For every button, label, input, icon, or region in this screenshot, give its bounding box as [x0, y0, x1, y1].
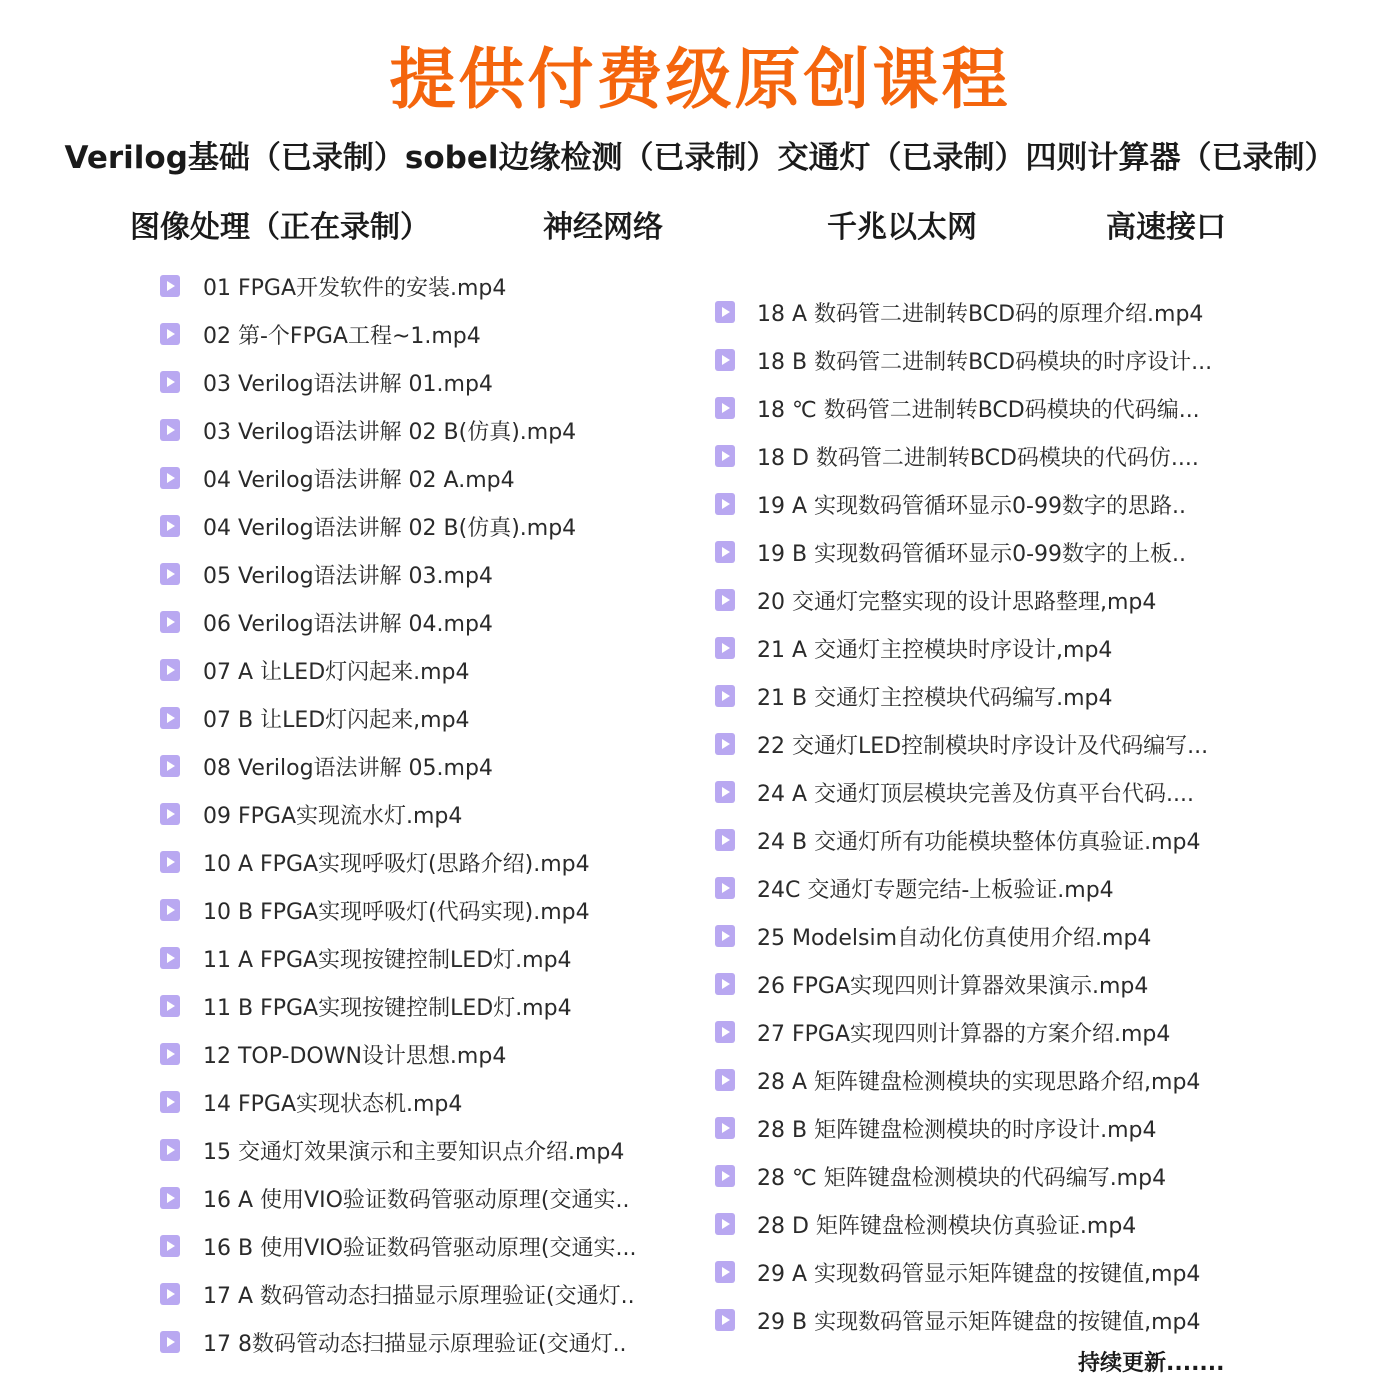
video-file-icon	[160, 1235, 180, 1257]
file-list-item[interactable]	[715, 1152, 1255, 1200]
file-list-item[interactable]	[160, 1126, 680, 1174]
video-file-icon	[715, 973, 735, 995]
file-name: 09 FPGA实现流水灯.mp4	[203, 803, 463, 829]
file-list-item[interactable]	[715, 912, 1255, 960]
topic-image-processing: 图像处理（正在录制）	[130, 210, 430, 245]
file-list-item[interactable]	[715, 480, 1255, 528]
video-file-icon	[715, 1117, 735, 1139]
file-list-item[interactable]	[160, 1078, 680, 1126]
file-list-item[interactable]	[160, 598, 680, 646]
video-file-icon	[715, 349, 735, 371]
video-file-icon	[160, 371, 180, 393]
video-file-icon	[160, 1043, 180, 1065]
file-name: 19 A 实现数码管循环显示0-99数字的思路..	[757, 493, 1186, 519]
file-name: 11 A FPGA实现按键控制LED灯.mp4	[203, 947, 572, 973]
page-title: 提供付费级原创课程	[389, 41, 1011, 118]
file-name: 18 A 数码管二进制转BCD码的原理介绍.mp4	[757, 301, 1204, 327]
file-name: 19 B 实现数码管循环显示0-99数字的上板..	[757, 541, 1186, 567]
file-name: 06 Verilog语法讲解 04.mp4	[203, 611, 493, 637]
video-file-icon	[715, 1261, 735, 1283]
file-name: 11 B FPGA实现按键控制LED灯.mp4	[203, 995, 572, 1021]
video-file-icon	[715, 925, 735, 947]
file-list-item[interactable]	[715, 1248, 1255, 1296]
file-name: 10 A FPGA实现呼吸灯(思路介绍).mp4	[203, 851, 590, 877]
file-list-item[interactable]	[715, 816, 1255, 864]
file-list-item[interactable]	[160, 934, 680, 982]
file-list-item[interactable]	[160, 550, 680, 598]
file-list-item[interactable]	[160, 646, 680, 694]
video-file-icon	[715, 1069, 735, 1091]
file-name: 24 B 交通灯所有功能模块整体仿真验证.mp4	[757, 829, 1201, 855]
video-file-icon	[715, 829, 735, 851]
file-list-item[interactable]	[160, 406, 680, 454]
video-file-icon	[160, 995, 180, 1017]
file-name: 03 Verilog语法讲解 01.mp4	[203, 371, 493, 397]
video-file-icon	[715, 541, 735, 563]
file-name: 04 Verilog语法讲解 02 A.mp4	[203, 467, 515, 493]
video-file-icon	[160, 947, 180, 969]
video-file-icon	[160, 803, 180, 825]
topic-neural-network: 神经网络	[543, 210, 663, 245]
file-name: 17 A 数码管动态扫描显示原理验证(交通灯..	[203, 1283, 635, 1309]
file-list-item[interactable]	[160, 742, 680, 790]
file-list-item[interactable]	[715, 1056, 1255, 1104]
file-name: 18 D 数码管二进制转BCD码模块的代码仿....	[757, 445, 1199, 471]
video-file-icon	[715, 1165, 735, 1187]
video-file-icon	[160, 851, 180, 873]
video-file-icon	[160, 1139, 180, 1161]
video-file-icon	[715, 445, 735, 467]
file-name: 27 FPGA实现四则计算器的方案介绍.mp4	[757, 1021, 1171, 1047]
video-file-icon	[160, 1187, 180, 1209]
video-file-icon	[715, 637, 735, 659]
file-name: 15 交通灯效果演示和主要知识点介绍.mp4	[203, 1139, 625, 1165]
file-list-item[interactable]	[715, 1200, 1255, 1248]
file-name: 16 A 使用VIO验证数码管驱动原理(交通实..	[203, 1187, 630, 1213]
file-list-item[interactable]	[160, 886, 680, 934]
file-list-item[interactable]	[715, 576, 1255, 624]
video-file-icon	[715, 781, 735, 803]
file-list-item[interactable]	[715, 1008, 1255, 1056]
file-name: 10 B FPGA实现呼吸灯(代码实现).mp4	[203, 899, 590, 925]
video-file-icon	[160, 1331, 180, 1353]
file-list-item[interactable]	[160, 1222, 680, 1270]
recorded-courses-line: Verilog基础（已录制）sobel边缘检测（已录制）交通灯（已录制）四则计算器（已录制）	[64, 140, 1336, 176]
file-list-item[interactable]	[160, 982, 680, 1030]
file-list-item[interactable]	[715, 288, 1255, 336]
file-name: 18 B 数码管二进制转BCD码模块的时序设计...	[757, 349, 1213, 375]
file-name: 04 Verilog语法讲解 02 B(仿真).mp4	[203, 515, 577, 541]
file-list-item[interactable]	[715, 1296, 1255, 1344]
file-name: 24C 交通灯专题完结-上板验证.mp4	[757, 877, 1114, 903]
video-file-icon	[715, 589, 735, 611]
file-name: 24 A 交通灯顶层模块完善及仿真平台代码....	[757, 781, 1195, 807]
video-file-icon	[160, 323, 180, 345]
video-file-icon	[160, 563, 180, 585]
file-name: 07 A 让LED灯闪起来.mp4	[203, 659, 470, 685]
file-name: 20 交通灯完整实现的设计思路整理,mp4	[757, 589, 1157, 615]
topic-gigabit-ethernet: 千兆以太网	[827, 210, 977, 245]
file-name: 28 ℃ 矩阵键盘检测模块的代码编写.mp4	[757, 1165, 1167, 1191]
left-file-list	[160, 262, 680, 1366]
video-file-icon	[160, 419, 180, 441]
topic-high-speed-interface: 高速接口	[1106, 210, 1226, 245]
file-list-item[interactable]	[160, 1318, 680, 1366]
file-list-item[interactable]	[715, 864, 1255, 912]
file-name: 03 Verilog语法讲解 02 B(仿真).mp4	[203, 419, 577, 445]
file-list-item[interactable]	[715, 720, 1255, 768]
file-list-item[interactable]	[160, 358, 680, 406]
file-name: 17 8数码管动态扫描显示原理验证(交通灯..	[203, 1331, 627, 1357]
video-file-icon	[160, 515, 180, 537]
video-file-icon	[160, 659, 180, 681]
video-file-icon	[715, 877, 735, 899]
file-name: 12 TOP-DOWN设计思想.mp4	[203, 1043, 507, 1069]
file-name: 14 FPGA实现状态机.mp4	[203, 1091, 463, 1117]
file-name: 16 B 使用VIO验证数码管驱动原理(交通实...	[203, 1235, 637, 1261]
file-list-item[interactable]	[160, 694, 680, 742]
continuing-updates-note: 持续更新.......	[1078, 1351, 1225, 1376]
video-file-icon	[715, 1213, 735, 1235]
file-name: 26 FPGA实现四则计算器效果演示.mp4	[757, 973, 1149, 999]
video-file-icon	[715, 1021, 735, 1043]
video-file-icon	[715, 733, 735, 755]
video-file-icon	[160, 275, 180, 297]
video-file-icon	[160, 899, 180, 921]
file-list-item[interactable]	[715, 672, 1255, 720]
video-file-icon	[160, 467, 180, 489]
video-file-icon	[715, 397, 735, 419]
file-list-item[interactable]	[160, 790, 680, 838]
file-list-item[interactable]	[160, 1030, 680, 1078]
file-list-item[interactable]	[715, 336, 1255, 384]
upcoming-topics	[0, 208, 1400, 248]
right-file-list	[715, 288, 1255, 1344]
video-file-icon	[715, 493, 735, 515]
file-name: 08 Verilog语法讲解 05.mp4	[203, 755, 493, 781]
file-list-item[interactable]	[715, 432, 1255, 480]
file-list-item[interactable]	[715, 1104, 1255, 1152]
file-name: 29 B 实现数码管显示矩阵键盘的按键值,mp4	[757, 1309, 1201, 1335]
file-list-item[interactable]	[715, 960, 1255, 1008]
file-name: 28 A 矩阵键盘检测模块的实现思路介绍,mp4	[757, 1069, 1201, 1095]
file-name: 28 B 矩阵键盘检测模块的时序设计.mp4	[757, 1117, 1157, 1143]
file-name: 29 A 实现数码管显示矩阵键盘的按键值,mp4	[757, 1261, 1201, 1287]
file-name: 01 FPGA开发软件的安装.mp4	[203, 275, 507, 301]
file-list-item[interactable]	[160, 310, 680, 358]
file-name: 21 B 交通灯主控模块代码编写.mp4	[757, 685, 1113, 711]
file-name: 05 Verilog语法讲解 03.mp4	[203, 563, 493, 589]
file-list-item[interactable]	[715, 768, 1255, 816]
video-file-icon	[160, 755, 180, 777]
file-name: 02 第-个FPGA工程~1.mp4	[203, 323, 481, 349]
file-name: 25 Modelsim自动化仿真使用介绍.mp4	[757, 925, 1152, 951]
file-name: 28 D 矩阵键盘检测模块仿真验证.mp4	[757, 1213, 1137, 1239]
video-file-icon	[160, 707, 180, 729]
file-list-item[interactable]	[160, 454, 680, 502]
file-name: 07 B 让LED灯闪起来,mp4	[203, 707, 470, 733]
file-list-item[interactable]	[160, 262, 680, 310]
file-list-item[interactable]	[715, 528, 1255, 576]
file-name: 21 A 交通灯主控模块时序设计,mp4	[757, 637, 1113, 663]
video-file-icon	[160, 1283, 180, 1305]
file-list-item[interactable]	[160, 1174, 680, 1222]
file-list-item[interactable]	[160, 502, 680, 550]
video-file-icon	[160, 611, 180, 633]
video-file-icon	[160, 1091, 180, 1113]
file-list-item[interactable]	[160, 1270, 680, 1318]
file-list-item[interactable]	[715, 384, 1255, 432]
video-file-icon	[715, 1309, 735, 1331]
file-list-item[interactable]	[715, 624, 1255, 672]
file-name: 18 ℃ 数码管二进制转BCD码模块的代码编...	[757, 397, 1200, 423]
file-list-item[interactable]	[160, 838, 680, 886]
video-file-icon	[715, 685, 735, 707]
file-name: 22 交通灯LED控制模块时序设计及代码编写...	[757, 733, 1209, 759]
video-file-icon	[715, 301, 735, 323]
